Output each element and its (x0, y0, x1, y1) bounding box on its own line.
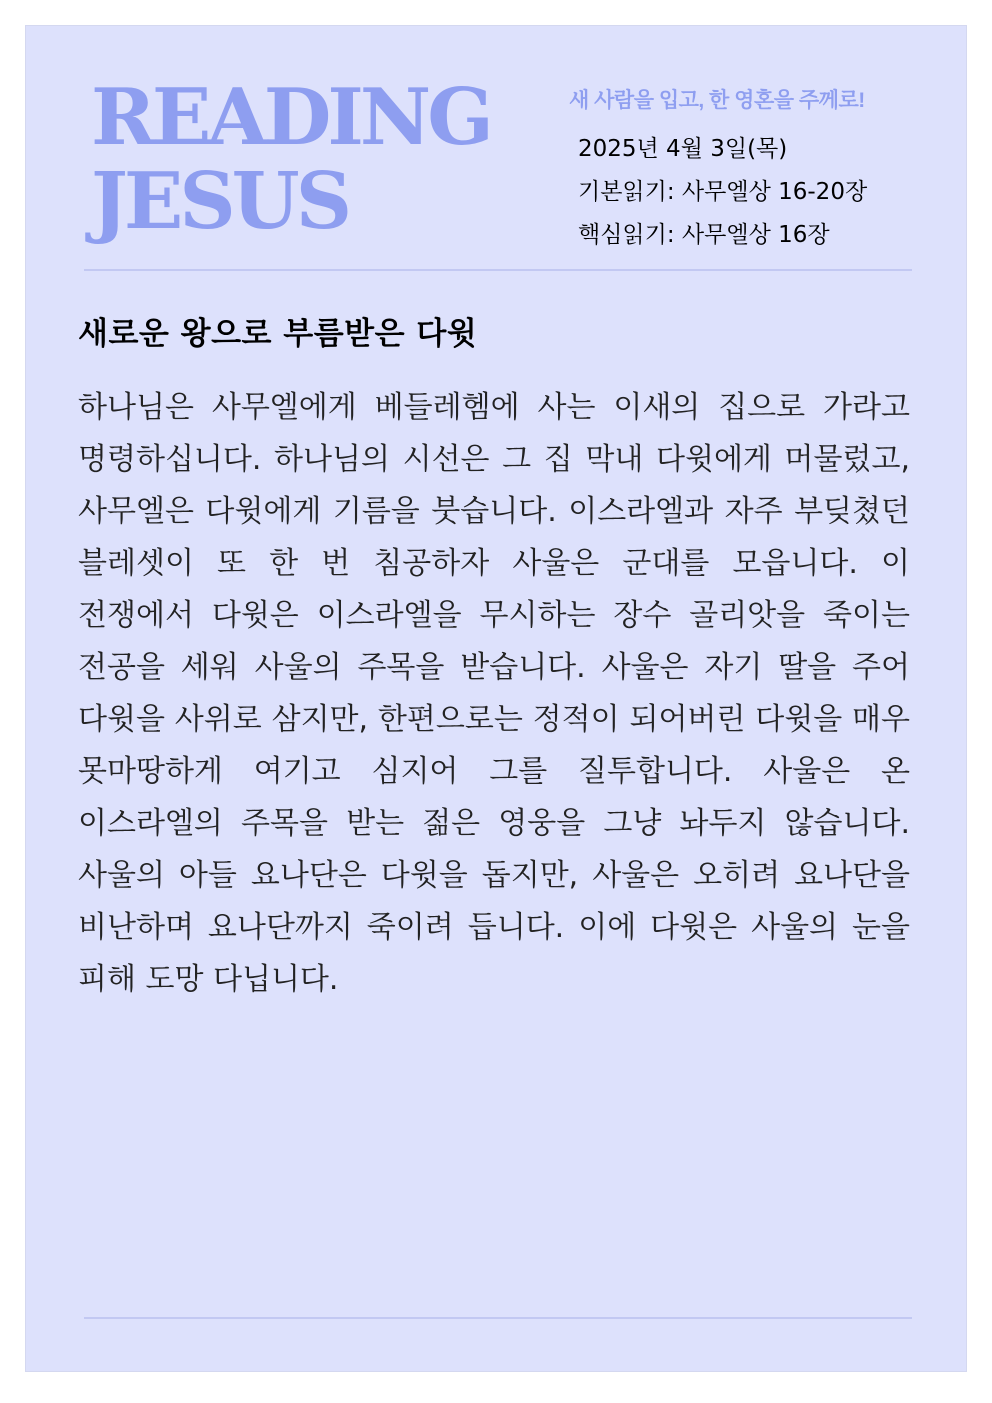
reading-info (578, 128, 867, 257)
article-title: 새로운 왕으로 부름받은 다윗 (78, 316, 478, 352)
page (25, 25, 967, 1372)
footer-divider (84, 1317, 912, 1319)
reading-jesus-logo (91, 72, 490, 247)
core-reading: 핵심읽기: 사무엘상 16장 (578, 222, 830, 248)
logo-line-reading: READING (91, 72, 490, 163)
date: 2025년 4월 3일(목) (578, 136, 788, 162)
logo-line-jesus: JESUS (91, 156, 349, 247)
article-body: 하나님은 사무엘에게 베들레헴에 사는 이새의 집으로 가라고 명령하십니다. 하나님의 시선은 그 집 막내 다윗에게 머물렀고, 사무엘은 다윗에게 기름을 붓습니다. 이스라엘과 자주 부딪쳤던 블레셋이 또 한 번 침공하자 사울은 군대를 모읍니다. 이 전쟁에서 다윗은 이스라엘을 무시하는 장수 골리앗을 죽이는 전공을 세워 사울의 주목을 받습니다. 사울은 자기 딸을 주어 다윗을 사위로 삼지만, 한편으로는 정적이 되어버린 다윗을 매우 못마땅하게 여기고 심지어 그를 질투합니다. 사울은 온 이스라엘의 주목을 받는 젊은 영웅을 그냥 놔두지 않습니다. 사울의 아들 요나단은 다윗을 돕지만, 사울은 오히려 요나단을 비난하며 요나단까지 죽이려 듭니다. 이에 다윗은 사울의 눈을 피해 도망 다닙니다. (78, 390, 910, 997)
basic-reading: 기본읽기: 사무엘상 16-20장 (578, 179, 868, 205)
tagline: 새 사람을 입고, 한 영혼을 주께로! (569, 89, 865, 112)
header-divider (84, 269, 912, 271)
